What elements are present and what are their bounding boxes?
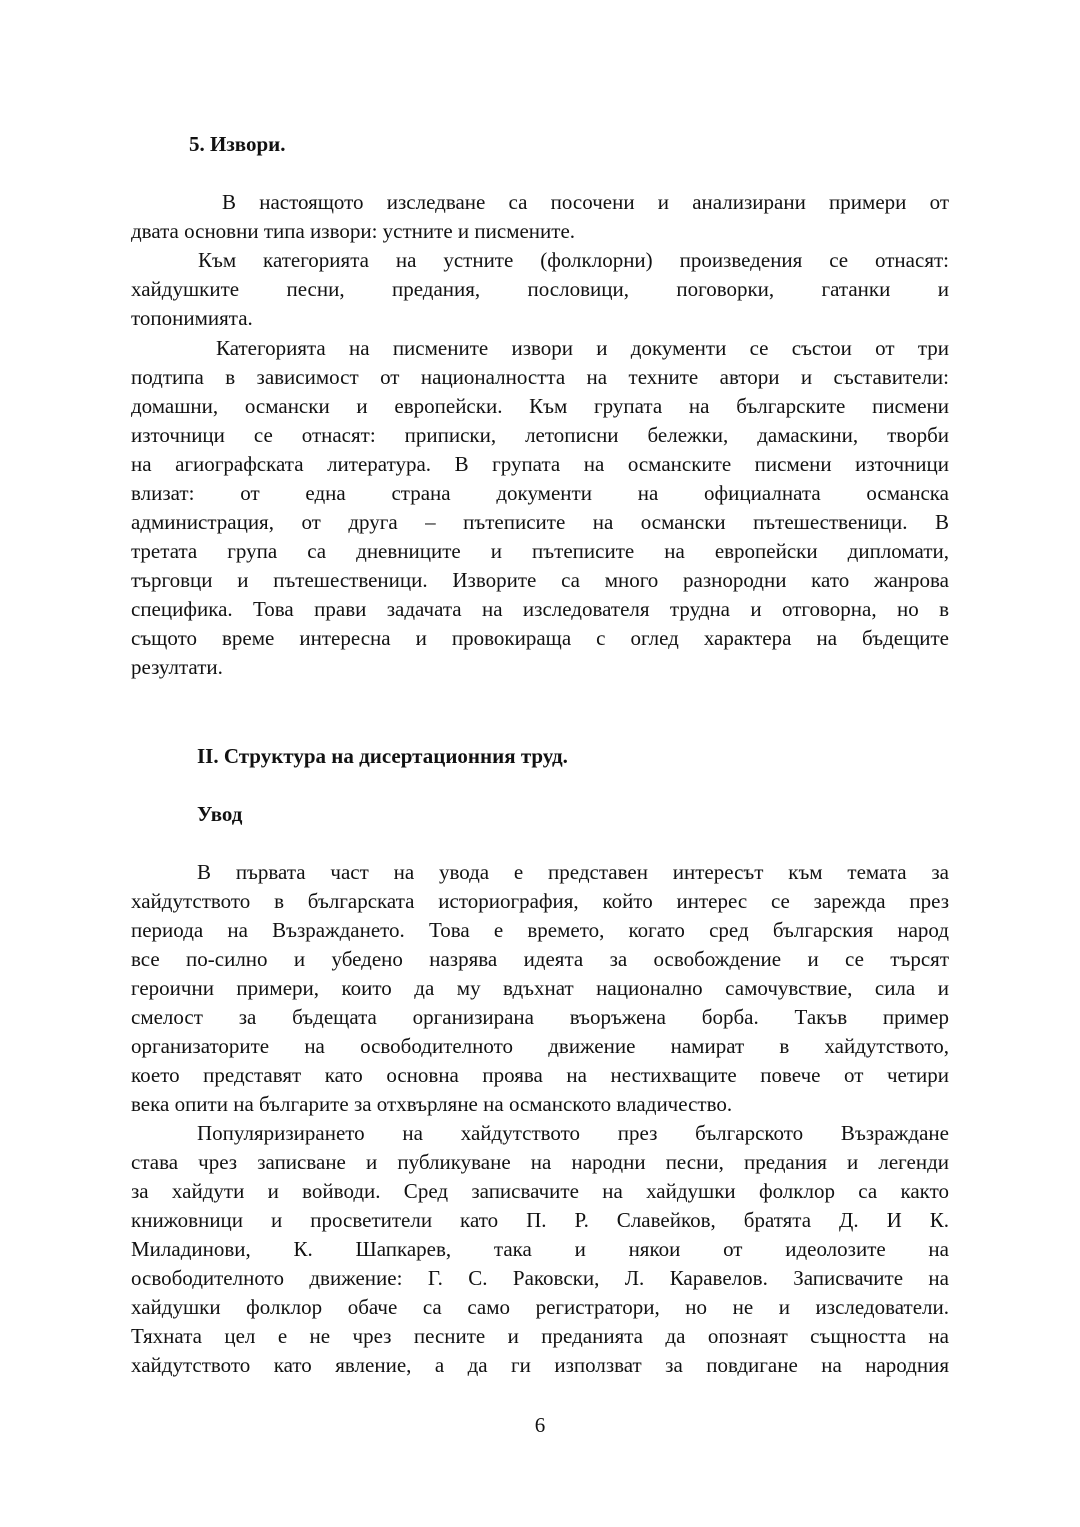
text-line: Миладинови, К. Шапкарев, така и някои от идеолозите на <box>131 1237 949 1261</box>
text-line: организаторите на освободителното движение намират в хайдутството, <box>131 1034 949 1058</box>
text-line: източници се отнасят: приписки, летописни бележки, дамаскини, творби <box>131 423 949 447</box>
text-line: хайдушки фолклор обаче са само регистратори, но не и изследователи. <box>131 1295 949 1319</box>
text-line: влизат: от една страна документи на официалната османска <box>131 481 949 505</box>
text-line: Популяризирането на хайдутството през българското Възраждане <box>197 1121 949 1145</box>
text-line: В настоящото изследване са посочени и анализирани примери от <box>222 190 949 214</box>
text-line: топонимията. <box>131 306 253 330</box>
text-line: Тяхната цел е не чрез песните и преданията да опознаят същността на <box>131 1324 949 1348</box>
text-line: Категорията на писмените извори и документи се състои от три <box>216 336 949 360</box>
text-line: В първата част на увода е представен интересът към темата за <box>197 860 949 884</box>
paragraph-sources-3 <box>131 334 949 682</box>
section-heading-sources: 5. Извори. <box>189 132 286 156</box>
text-line: хайдутството в българската историография, който интерес се зарежда през <box>131 889 949 913</box>
text-line: Към категорията на устните (фолклорни) произведения се отнасят: <box>198 248 949 272</box>
text-line: търговци и пътешественици. Изворите са много разнородни като жанрова <box>131 568 949 592</box>
text-line: домашни, османски и европейски. Към групата на българските писмени <box>131 394 949 418</box>
text-line: века опити на българите за отхвърляне на османското владичество. <box>131 1092 733 1116</box>
text-line: за хайдути и войводи. Сред записвачите на хайдушки фолклор са както <box>131 1179 949 1203</box>
text-line: което представят като основна проява на нестихващите повече от четири <box>131 1063 949 1087</box>
text-line: резултати. <box>131 655 223 679</box>
text-line: периода на Възраждането. Това е времето, когато сред българския народ <box>131 918 949 942</box>
paragraph-sources-1 <box>131 188 949 246</box>
text-line: третата група са дневниците и пътеписите на европейски дипломати, <box>131 539 949 563</box>
text-line: героични примери, които да му вдъхнат национално самочувствие, сила и <box>131 976 949 1000</box>
text-line: става чрез записване и публикуване на народни песни, предания и легенди <box>131 1150 949 1174</box>
text-line: хайдутството като явление, а да ги използват за повдигане на народния <box>131 1353 949 1377</box>
paragraph-sources-2 <box>131 246 949 333</box>
text-line: книжовници и просветители като П. Р. Славейков, братята Д. И К. <box>131 1208 949 1232</box>
text-line: освободителното движение: Г. С. Раковски, Л. Каравелов. Записвачите на <box>131 1266 949 1290</box>
text-line: подтипа в зависимост от националността на техните автори и съставители: <box>131 365 949 389</box>
text-line: същото време интересна и провокираща с оглед характера на бъдещите <box>131 626 949 650</box>
text-line: смелост за бъдещата организирана въоръжена борба. Такъв пример <box>131 1005 949 1029</box>
text-line: на агиографската литература. В групата на османските писмени източници <box>131 452 949 476</box>
page-number: 6 <box>534 1413 546 1437</box>
section-heading-intro: Увод <box>197 802 243 826</box>
text-line: все по-силно и убедено назрява идеята за освобождение и се търсят <box>131 947 949 971</box>
section-heading-structure: II. Структура на дисертационния труд. <box>197 744 568 768</box>
text-line: двата основни типа извори: устните и писмените. <box>131 219 576 243</box>
paragraph-intro-1 <box>131 858 949 1119</box>
paragraph-intro-2 <box>131 1119 949 1380</box>
text-line: специфика. Това прави задачата на изследователя трудна и отговорна, но в <box>131 597 949 621</box>
text-line: администрация, от друга – пътеписите на османски пътешественици. В <box>131 510 949 534</box>
text-line: хайдушките песни, предания, пословици, поговорки, гатанки и <box>131 277 949 301</box>
